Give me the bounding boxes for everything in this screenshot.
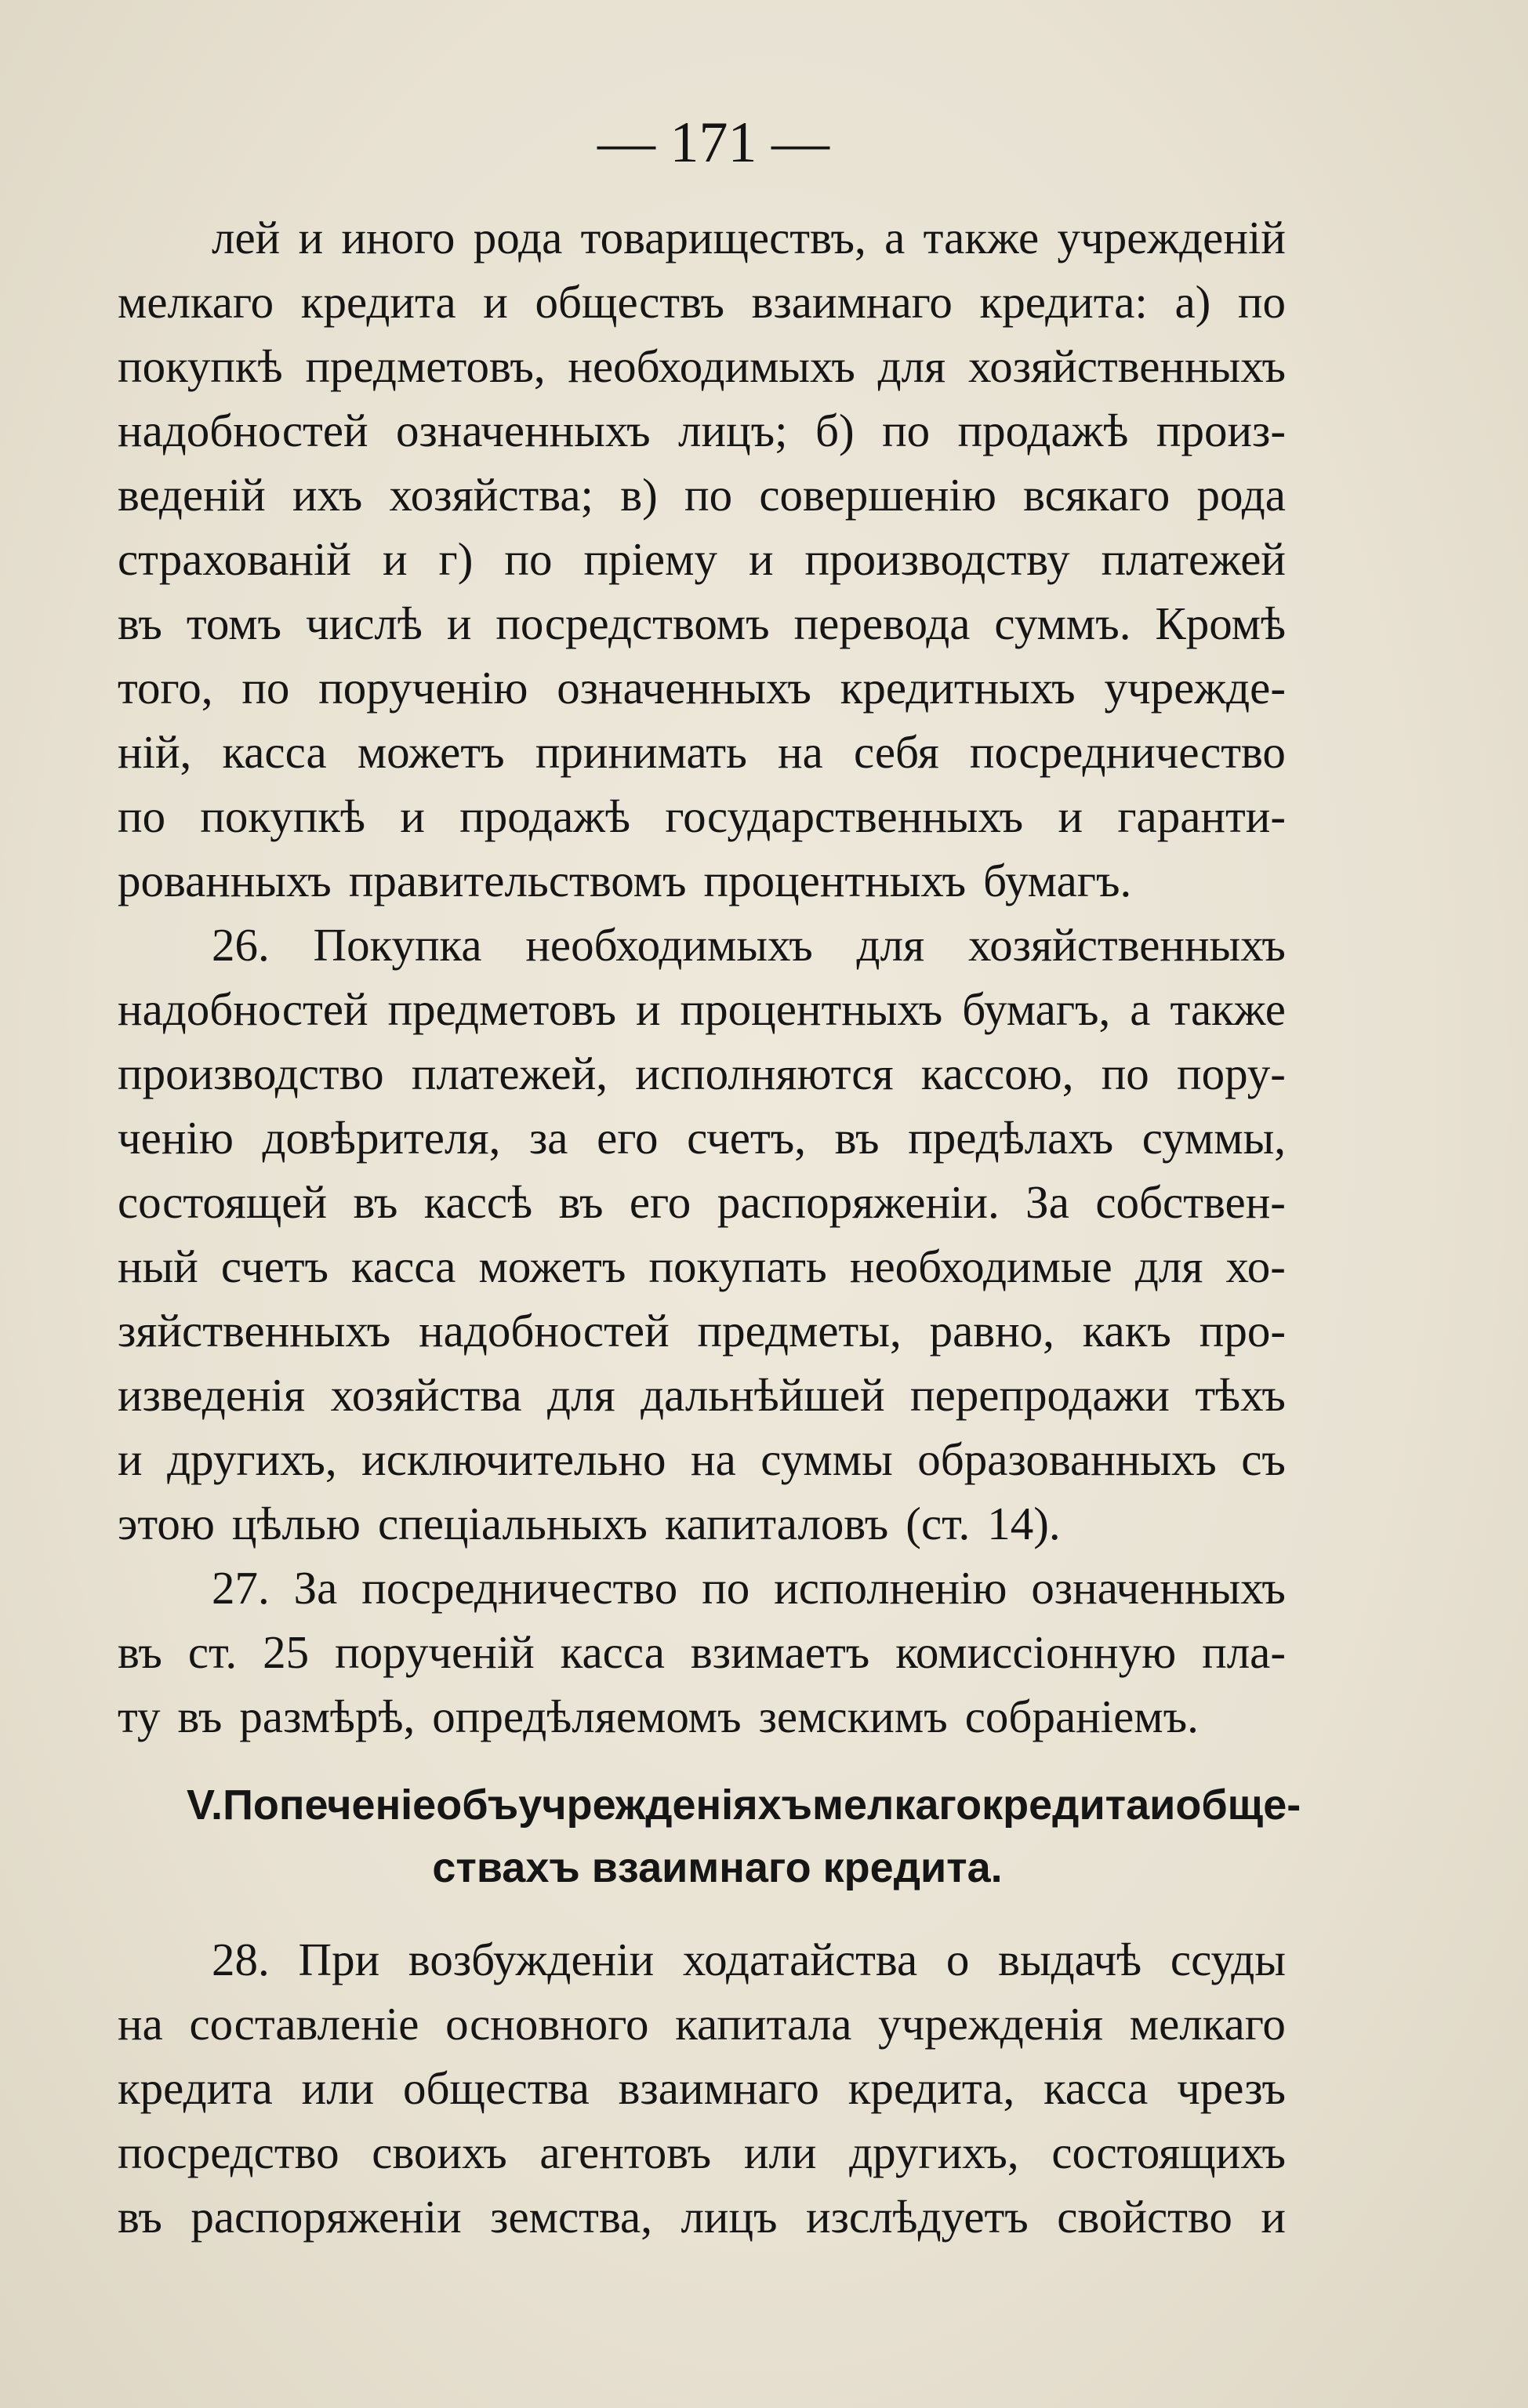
section-heading — [118, 1774, 1301, 1899]
text-line: изведенія хозяйства для дальнѣйшей перепродажи тѣхъ — [118, 1369, 1286, 1421]
text-line: и другихъ, исключительно на суммы образованныхъ съ — [118, 1433, 1286, 1485]
section-heading-line-1: V. Попеченіе объ учрежденіяхъ мелкаго кредита и обще- — [187, 1781, 1301, 1829]
text-line: 28. При возбужденіи ходатайства о выдачѣ ссуды — [212, 1934, 1286, 1985]
text-line: мелкаго кредита и обществъ взаимнаго кредита: а) по — [118, 276, 1286, 328]
text-line: въ распоряженіи земства, лицъ изслѣдуетъ свойство и — [118, 2191, 1286, 2243]
text-line: зяйственныхъ надобностей предметы, равно, какъ про- — [118, 1305, 1286, 1357]
paragraph-27 — [118, 1556, 1286, 1749]
text-line: ній, касса можетъ принимать на себя посредничество — [118, 726, 1286, 778]
text-line: веденій ихъ хозяйства; в) по совершенію всякаго рода — [118, 469, 1286, 521]
text-line: кредита или общества взаимнаго кредита, касса чрезъ — [118, 2062, 1286, 2114]
text-line: лей и иного рода товарищеcтвъ, а также учрежденій — [212, 212, 1286, 263]
text-line: на составленіе основного капитала учрежденія мелкаго — [118, 1998, 1286, 2050]
page-number: — 171 — — [597, 111, 829, 175]
paragraph-26 — [118, 913, 1286, 1556]
text-line: того, по порученію означенныхъ кредитныхъ учрежде- — [118, 662, 1286, 714]
text-line: 27. За посредничество по исполненію означенныхъ — [212, 1562, 1286, 1614]
text-line: въ томъ числѣ и посредствомъ перевода суммъ. Кромѣ — [118, 597, 1286, 649]
paragraph-25-continuation — [118, 205, 1286, 913]
text-line: этою цѣлью спеціальныхъ капиталовъ (ст. 14). — [118, 1498, 1061, 1549]
text-line: страхованій и г) по пріему и производству платежей — [118, 533, 1286, 585]
text-line: посредство своихъ агентовъ или другихъ, состоящихъ — [118, 2127, 1286, 2178]
body-text — [118, 205, 1301, 2249]
text-line: въ ст. 25 порученій касса взимаетъ комиссіонную пла- — [118, 1626, 1286, 1678]
text-line: состоящей въ кассѣ въ его распоряженіи. За собствен- — [118, 1176, 1286, 1228]
text-line: ный счетъ касса можетъ покупать необходимые для хо- — [118, 1240, 1286, 1292]
section-heading-line-2: ствахъ взаимнаго кредита. — [432, 1844, 1003, 1891]
text-line: надобностей предметовъ и процентныхъ бумагъ, а также — [118, 983, 1286, 1035]
text-line: надобностей означенныхъ лицъ; б) по продажѣ произ- — [118, 405, 1286, 456]
text-line: 26. Покупка необходимыхъ для хозяйственныхъ — [212, 919, 1286, 971]
text-line: ченію довѣрителя, за его счетъ, въ предѣлахъ суммы, — [118, 1112, 1286, 1164]
text-line: покупкѣ предметовъ, необходимыхъ для хозяйственныхъ — [118, 340, 1286, 392]
text-line: ту въ размѣрѣ, опредѣляемомъ земскимъ собраніемъ. — [118, 1691, 1199, 1742]
text-line: по покупкѣ и продажѣ государственныхъ и гаранти- — [118, 790, 1286, 842]
text-line: производство платежей, исполняются кассою, по пору- — [118, 1048, 1286, 1099]
paragraph-28 — [118, 1927, 1286, 2249]
text-line: рованныхъ правительствомъ процентныхъ бумагъ. — [118, 855, 1132, 906]
